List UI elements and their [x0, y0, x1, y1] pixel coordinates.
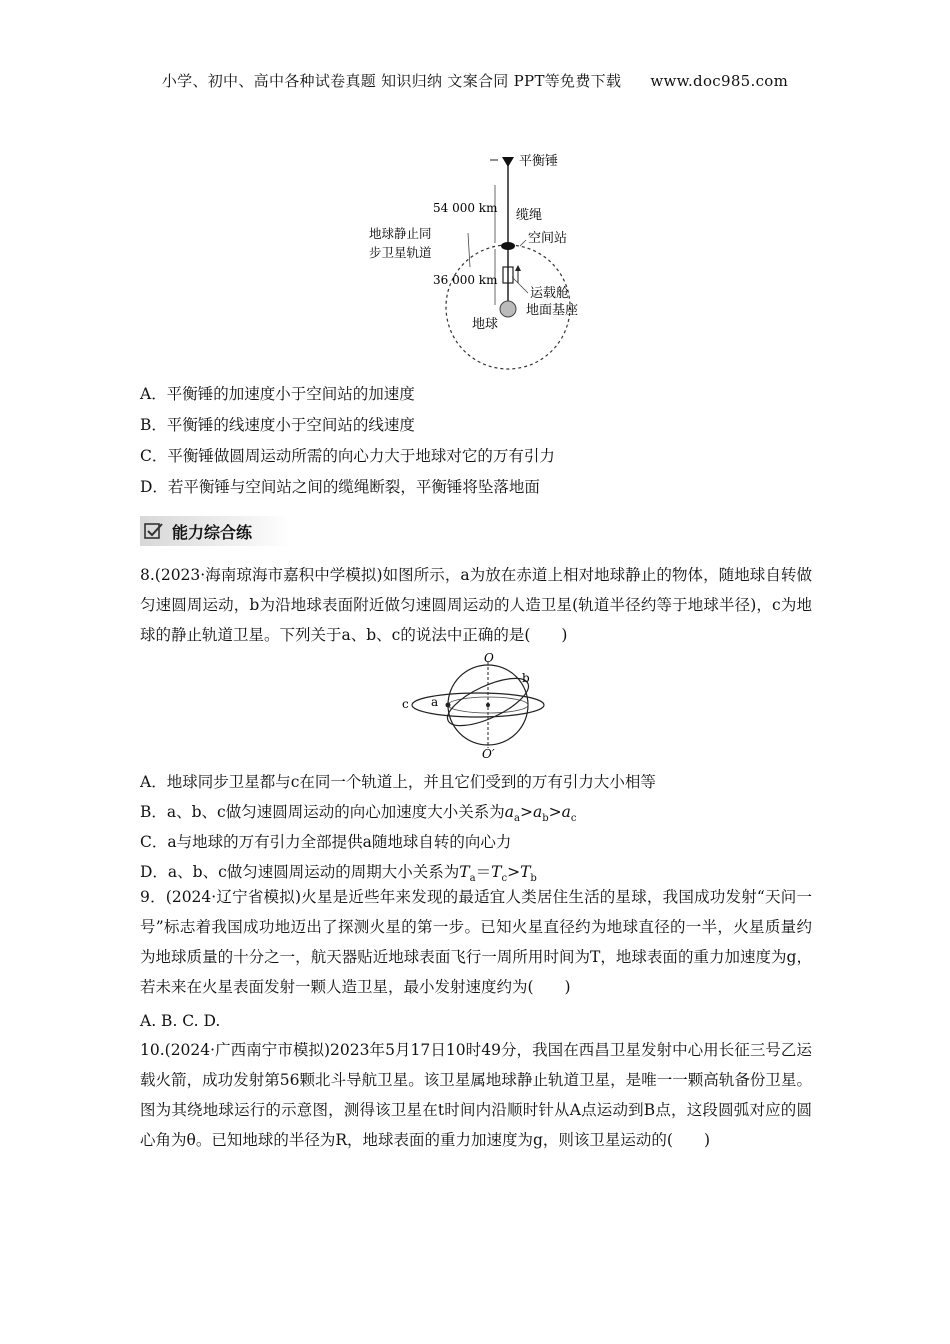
label-station: 空间站 — [528, 231, 568, 246]
space-station-icon — [501, 242, 515, 250]
earth-icon — [500, 301, 516, 317]
label-cable: 缆绳 — [516, 208, 543, 223]
section-heading — [140, 516, 290, 546]
q7-option-d: D．若平衡锤与空间站之间的缆绳断裂，平衡锤将坠落地面 — [140, 478, 540, 496]
label-base: 地面基座 — [526, 303, 579, 318]
section-title: 能力综合练 — [172, 523, 253, 542]
label-b: b — [522, 671, 530, 685]
q9-options: A. B. C. D. — [140, 1012, 221, 1030]
header-text: 小学、初中、高中各种试卷真题 知识归纳 文案合同 PPT等免费下载 — [161, 72, 622, 90]
q8-stem: 8.(2023·海南琼海市嘉积中学模拟)如图所示，a为放在赤道上相对地球静止的物体，随地球自转做匀速圆周运动，b为沿地球表面附近做匀速圆周运动的人造卫星(轨道半径约等于地球半径)，c为地球的静止轨道卫星。下列关于a、b、c的说法中正确的是( ) — [140, 566, 812, 644]
q8-option-c: C．a与地球的万有引力全部提供a随地球自转的向心力 — [140, 833, 512, 851]
space-elevator-figure — [360, 145, 600, 375]
q7-option-a: A．平衡锤的加速度小于空间站的加速度 — [140, 385, 415, 403]
label-orbit2: 步卫星轨道 — [369, 245, 432, 260]
label-dist1: 54 000 km — [433, 201, 498, 215]
label-a: a — [431, 695, 439, 709]
q9-stem: 9．(2024·辽宁省模拟)火星是近些年来发现的最适宜人类居住生活的星球，我国成功发射“天问一号”标志着我国成功地迈出了探测火星的第一步。已知火星直径约为地球直径的一半，火星质量约为地球质量的十分之一，航天器贴近地球表面飞行一周所用时间为T，地球表面的重力加速度为g，若未来在火星表面发射一颗人造卫星，最小发射速度约为( ) — [140, 888, 812, 996]
q7-option-b: B．平衡锤的线速度小于空间站的线速度 — [140, 416, 415, 434]
label-Oprime: O′ — [482, 747, 495, 760]
q8-option-a: A．地球同步卫星都与c在同一个轨道上，并且它们受到的万有引力大小相等 — [140, 773, 656, 791]
counterweight-icon — [502, 157, 514, 167]
label-orbit1: 地球静止同 — [369, 226, 432, 241]
label-counterweight: 平衡锤 — [519, 154, 559, 169]
checklist-icon — [144, 522, 164, 540]
page-header — [0, 70, 950, 91]
label-capsule: 运载舱 — [530, 286, 570, 301]
q10-stem: 10.(2024·广西南宁市模拟)2023年5月17日10时49分，我国在西昌卫星发射中心用长征三号乙运载火箭，成功发射第56颗北斗导航卫星。该卫星属地球静止轨道卫星，是唯一一颗高轨备份卫星。图为其绕地球运行的示意图，测得该卫星在t时间内沿顺时针从A点运动到B点，这段圆弧对应的圆心角为θ。已知地球的半径为R，地球表面的重力加速度为g，则该卫星运动的( ) — [140, 1041, 812, 1149]
q8-option-d: D．a、b、c做匀速圆周运动的周期大小关系为$T_a=T_c>T_b$ — [140, 863, 537, 885]
label-c: c — [402, 697, 409, 711]
label-dist2: 36 000 km — [433, 273, 498, 287]
orbits-figure — [400, 650, 560, 760]
label-earth: 地球 — [472, 317, 499, 332]
label-O: O — [484, 651, 494, 665]
q8-option-b: B．a、b、c做匀速圆周运动的向心加速度大小关系为$a_a>a_b>a_c$ — [140, 803, 577, 825]
q7-option-c: C．平衡锤做圆周运动所需的向心力大于地球对它的万有引力 — [140, 447, 555, 465]
header-site: www.doc985.com — [650, 72, 789, 90]
